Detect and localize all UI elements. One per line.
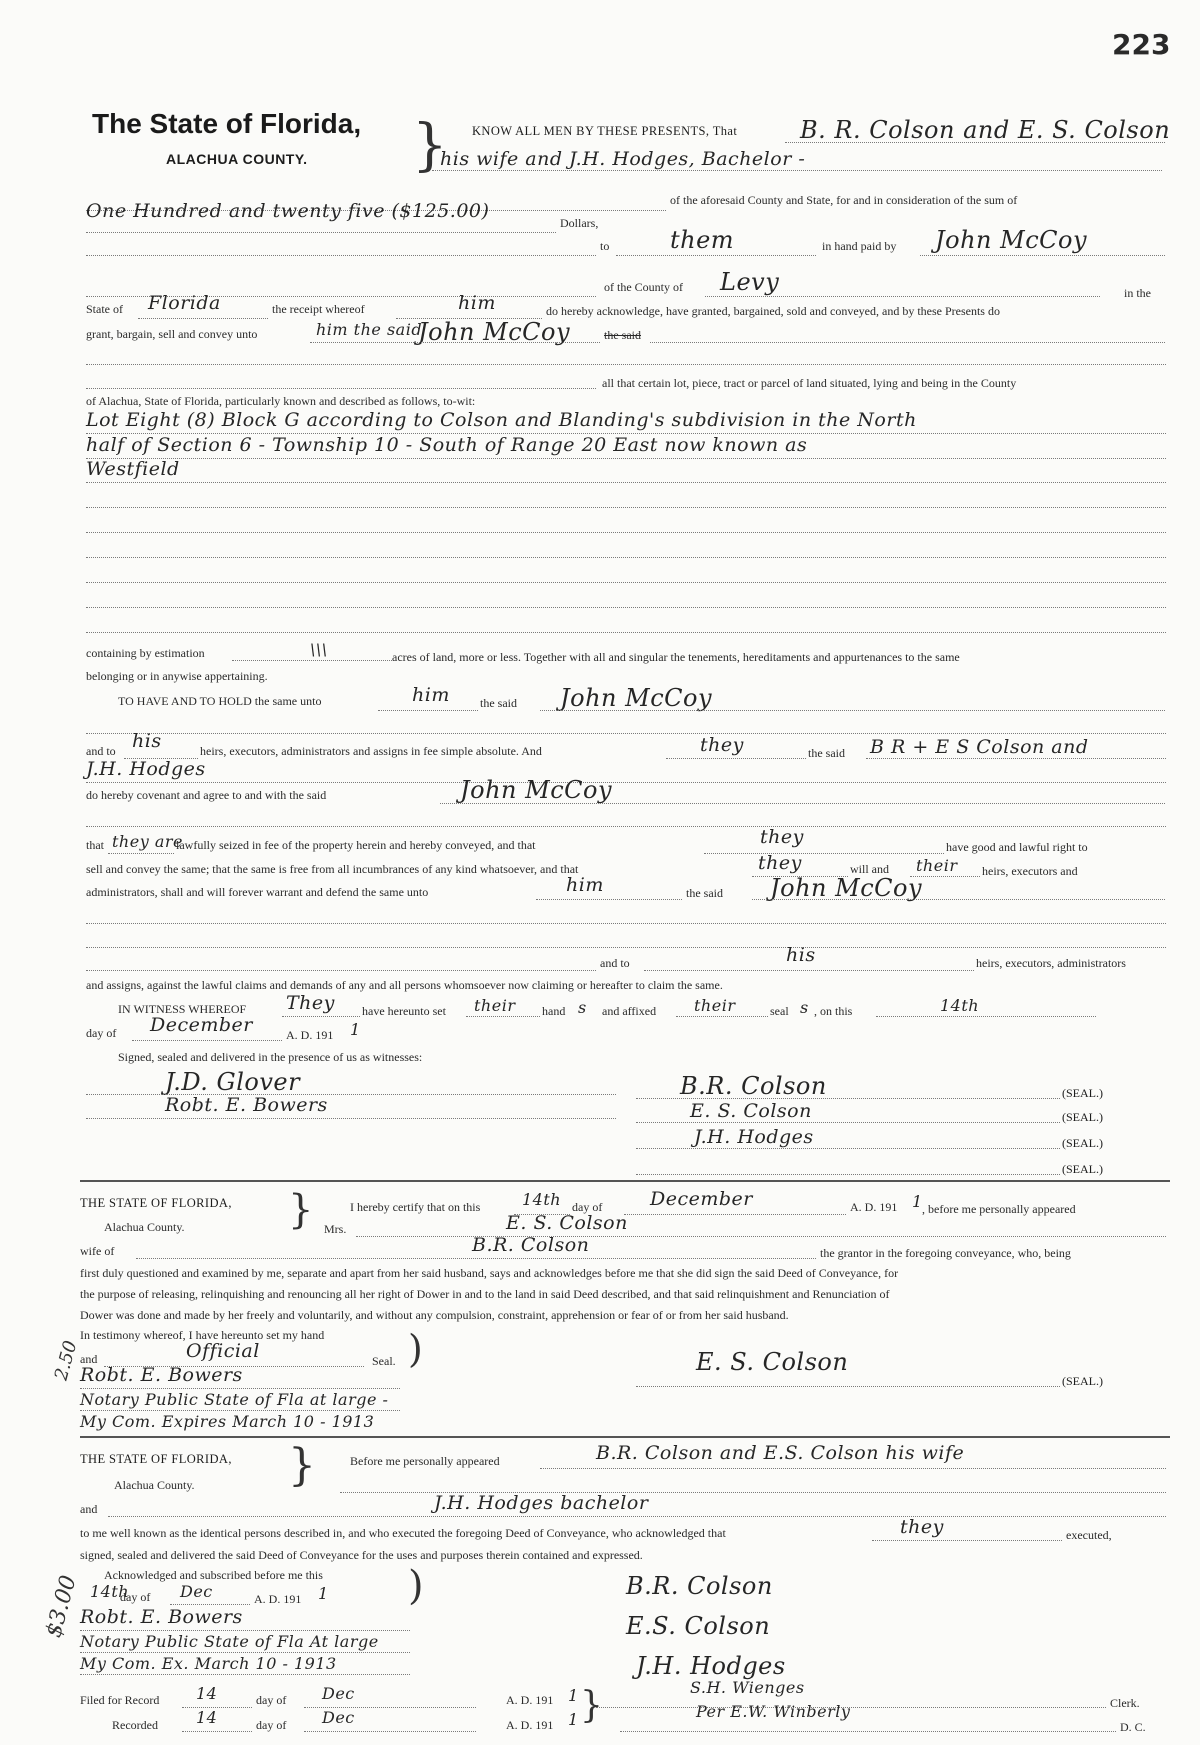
dower-paragraph-3: Dower was done and made by her freely and voluntarily, and without any compulsion, constraint, apprehension or fear of or from her said husband. bbox=[80, 1308, 789, 1322]
ack-year-handwriting: 1 bbox=[318, 1584, 329, 1603]
acres-handwriting: \\\ bbox=[310, 640, 328, 659]
grantors-handwriting: B. R. Colson and E. S. Colson bbox=[800, 116, 1171, 144]
seal-3: (SEAL.) bbox=[1062, 1136, 1103, 1150]
form-title: The State of Florida, bbox=[92, 108, 362, 139]
grantee-handwriting-4: John McCoy bbox=[460, 776, 612, 804]
that-label: that bbox=[86, 838, 104, 852]
ack-they-handwriting: they bbox=[900, 1516, 944, 1538]
ack-day-handwriting: 14th bbox=[90, 1582, 130, 1601]
filed-month-handwriting: Dec bbox=[322, 1684, 355, 1703]
s-handwriting: s bbox=[578, 998, 587, 1017]
ack-ad-label: A. D. 191 bbox=[254, 1592, 302, 1606]
recorded-ad-label: A. D. 191 bbox=[506, 1718, 554, 1732]
state-of-label: State of bbox=[86, 302, 123, 316]
to-have-handwriting: him bbox=[412, 684, 450, 706]
ack-county: Alachua County. bbox=[114, 1478, 195, 1492]
dower-year-handwriting: 1 bbox=[912, 1192, 923, 1211]
grantee-handwriting-5: John McCoy bbox=[770, 874, 922, 902]
dower-signature: E. S. Colson bbox=[696, 1348, 849, 1376]
ack-executed-label: executed, bbox=[1066, 1528, 1112, 1542]
amount-handwriting: One Hundred and twenty five ($125.00) bbox=[86, 200, 490, 222]
recorded-month-handwriting: Dec bbox=[322, 1708, 355, 1727]
seal-2: (SEAL.) bbox=[1062, 1110, 1103, 1124]
description-handwriting-2: half of Section 6 - Township 10 - South of Range 20 East now known as bbox=[86, 434, 808, 456]
recorded-label: Recorded bbox=[112, 1718, 158, 1732]
on-this-label: , on this bbox=[814, 1004, 853, 1018]
acknowledge-text: do hereby acknowledge, have granted, bargained, sold and conveyed, and by these Presents do bbox=[546, 304, 1000, 318]
ack-day-of-label: day of bbox=[120, 1590, 151, 1604]
and-affixed-label: and affixed bbox=[602, 1004, 657, 1018]
ack-appeared-handwriting: B.R. Colson and E.S. Colson his wife bbox=[596, 1442, 965, 1464]
the-said-label-2: the said bbox=[808, 746, 845, 760]
dower-month-handwriting: December bbox=[650, 1188, 753, 1210]
struck-the-said: the said bbox=[604, 328, 641, 342]
heirs-exec-text-2: heirs, executors, administrators bbox=[976, 956, 1126, 970]
dower-brace: } bbox=[288, 1187, 314, 1233]
ack-and-handwriting: J.H. Hodges bachelor bbox=[434, 1492, 649, 1514]
grantors-handwriting-2: his wife and J.H. Hodges, Bachelor - bbox=[440, 148, 806, 170]
heirs-exec-text: heirs, executors and bbox=[982, 864, 1078, 878]
dower-paragraph-1: first duly questioned and examined by me, separate and apart from her said husband, says and acknowledges before me that she did sign the said Deed of Conveyance, for bbox=[80, 1266, 899, 1280]
filing-brace: } bbox=[580, 1685, 603, 1726]
recorded-day-of-label: day of bbox=[256, 1718, 287, 1732]
grantor-2-signature: E. S. Colson bbox=[690, 1100, 812, 1122]
ack-before-me-text: Before me personally appeared bbox=[350, 1454, 500, 1468]
covenant-text: do hereby covenant and agree to and with the said bbox=[86, 788, 327, 802]
state-handwriting: Florida bbox=[148, 292, 221, 314]
page-number: 223 bbox=[1112, 28, 1171, 61]
signed-sealed-text: Signed, sealed and delivered in the presence of us as witnesses: bbox=[118, 1050, 423, 1064]
grantee-handwriting-3: John McCoy bbox=[560, 684, 712, 712]
ack-signature-2: E.S. Colson bbox=[626, 1612, 771, 1640]
dollars-label: Dollars, bbox=[560, 216, 599, 230]
ack-subscribed-text: Acknowledged and subscribed before me this bbox=[104, 1568, 323, 1582]
ack-paragraph-1: to me well known as the identical persons described in, and who executed the foregoing Deed of Conveyance, who acknowledged that bbox=[80, 1526, 726, 1540]
ack-signature-1: B.R. Colson bbox=[626, 1572, 773, 1600]
ack-notary-title: Notary Public State of Fla At large bbox=[80, 1632, 379, 1651]
their-handwriting: their bbox=[916, 856, 958, 875]
grantors-handwriting-3: B R + E S Colson and bbox=[870, 736, 1089, 758]
ack-notary-commission: My Com. Ex. March 10 - 1913 bbox=[80, 1654, 337, 1673]
dower-seal: (SEAL.) bbox=[1062, 1374, 1103, 1388]
year-handwriting: 1 bbox=[350, 1020, 361, 1039]
dower-paragraph-2: the purpose of releasing, relinquishing and renouncing all her right of Dower in and to the land in said Deed described, and that said relinquishment and Renunciation of bbox=[80, 1287, 890, 1301]
receipt-label: the receipt whereof bbox=[272, 302, 365, 316]
recorded-year-handwriting: 1 bbox=[568, 1710, 579, 1729]
dower-husband-handwriting: B.R. Colson bbox=[472, 1234, 590, 1256]
clerk-label: Clerk. bbox=[1110, 1696, 1140, 1710]
ack-state-heading: THE STATE OF FLORIDA, bbox=[80, 1452, 232, 1466]
dower-seal-label: Seal. bbox=[372, 1354, 396, 1368]
section-divider-1 bbox=[80, 1180, 1170, 1182]
to-whom-handwriting: them bbox=[670, 226, 735, 254]
acres-text: acres of land, more or less. Together with all and singular the tenements, hereditaments and appurtenances to the same bbox=[392, 650, 960, 664]
clerk-handwriting: S.H. Wienges bbox=[690, 1678, 805, 1697]
the-said-label: the said bbox=[480, 696, 517, 710]
section-divider-2 bbox=[80, 1436, 1170, 1438]
filed-label: Filed for Record bbox=[80, 1693, 160, 1707]
dower-state-heading: THE STATE OF FLORIDA, bbox=[80, 1196, 232, 1210]
in-hand-paid-label: in hand paid by bbox=[822, 239, 897, 253]
will-and-label: will and bbox=[850, 862, 889, 876]
seal-4: (SEAL.) bbox=[1062, 1162, 1103, 1176]
they-handwriting: they bbox=[700, 734, 744, 756]
dower-certify-text: I hereby certify that on this bbox=[350, 1200, 481, 1214]
ad-label: A. D. 191 bbox=[286, 1028, 334, 1042]
filed-day-handwriting: 14 bbox=[196, 1684, 218, 1703]
dower-mrs-handwriting: E. S. Colson bbox=[506, 1212, 628, 1234]
ack-brace: } bbox=[288, 1440, 316, 1491]
filed-year-handwriting: 1 bbox=[568, 1686, 579, 1705]
grantor-3-signature: J.H. Hodges bbox=[694, 1126, 814, 1148]
description-handwriting-3: Westfield bbox=[86, 458, 180, 480]
witness-2-signature: Robt. E. Bowers bbox=[165, 1094, 328, 1116]
filed-day-of-label: day of bbox=[256, 1693, 287, 1707]
his-handwriting: his bbox=[132, 730, 162, 752]
recorded-day-handwriting: 14 bbox=[196, 1708, 218, 1727]
grantee-handwriting: John McCoy bbox=[935, 226, 1087, 254]
his-handwriting-2: his bbox=[786, 944, 816, 966]
dower-notary-title: Notary Public State of Fla at large - bbox=[80, 1390, 389, 1409]
county-heading: ALACHUA COUNTY. bbox=[166, 151, 308, 167]
dower-ad-label: A. D. 191 bbox=[850, 1200, 898, 1214]
their-handwriting-2: their bbox=[474, 996, 516, 1015]
dower-testimony-text: In testimony whereof, I have hereunto set my hand bbox=[80, 1328, 325, 1342]
dower-day-of-label: day of bbox=[572, 1200, 603, 1214]
ack-signature-3: J.H. Hodges bbox=[636, 1652, 786, 1680]
seal-label: seal bbox=[770, 1004, 789, 1018]
they-handwriting-2: they bbox=[760, 826, 804, 848]
belonging-text: belonging or in anywise appertaining. bbox=[86, 669, 268, 683]
dower-seal-brace: ) bbox=[408, 1327, 423, 1371]
grantor-1-signature: B.R. Colson bbox=[680, 1072, 827, 1100]
dower-grantor-text: the grantor in the foregoing conveyance, who, being bbox=[820, 1246, 1071, 1260]
dower-before-me-text: , before me personally appeared bbox=[922, 1202, 1076, 1216]
day-of-label: day of bbox=[86, 1026, 117, 1040]
to-label: to bbox=[600, 239, 610, 253]
they-handwriting-3: they bbox=[758, 852, 802, 874]
have-hereunto-label: have hereunto set bbox=[362, 1004, 446, 1018]
witness-1-signature: J.D. Glover bbox=[165, 1068, 301, 1096]
dower-notary-name: Robt. E. Bowers bbox=[80, 1364, 243, 1386]
grant-bargain-text: grant, bargain, sell and convey unto bbox=[86, 327, 258, 341]
and-assigns-text: and assigns, against the lawful claims and demands of any and all persons whomsoever now claiming or hereafter to claim the same. bbox=[86, 978, 723, 992]
dower-notary-commission: My Com. Expires March 10 - 1913 bbox=[80, 1412, 375, 1431]
they-handwriting-4: They bbox=[286, 992, 335, 1014]
dower-and-label: and bbox=[80, 1352, 98, 1366]
lawfully-text: lawfully seized in fee of the property herein and hereby conveyed, and that bbox=[176, 838, 536, 852]
know-all-text: KNOW ALL MEN BY THESE PRESENTS, That bbox=[472, 124, 738, 138]
day-handwriting: 14th bbox=[940, 996, 980, 1015]
sell-convey-text: sell and convey the same; that the same is free from all incumbrances of any kind whatsoever, and that bbox=[86, 862, 579, 876]
in-the-label: in the bbox=[1124, 286, 1151, 300]
dower-wife-of-label: wife of bbox=[80, 1244, 115, 1258]
ack-notary-name: Robt. E. Bowers bbox=[80, 1606, 243, 1628]
administrators-text: administrators, shall and will forever warrant and defend the same unto bbox=[86, 885, 429, 899]
hand-label: hand bbox=[542, 1004, 566, 1018]
filed-ad-label: A. D. 191 bbox=[506, 1693, 554, 1707]
brace: } bbox=[412, 113, 448, 178]
ack-and-label: and bbox=[80, 1502, 98, 1516]
ack-paragraph-2: signed, sealed and delivered the said Deed of Conveyance for the uses and purposes therein contained and expressed. bbox=[80, 1548, 643, 1562]
s-handwriting-2: s bbox=[800, 998, 809, 1017]
have-good-text: have good and lawful right to bbox=[946, 840, 1088, 854]
of-alachua-text: of Alachua, State of Florida, particularly known and described as follows, to-wit: bbox=[86, 394, 476, 408]
deed-line-1: of the aforesaid County and State, for and in consideration of the sum of bbox=[670, 193, 1018, 207]
county-handwriting: Levy bbox=[720, 268, 780, 296]
containing-label: containing by estimation bbox=[86, 646, 205, 660]
dower-day-handwriting: 14th bbox=[522, 1190, 562, 1209]
dower-mrs-label: Mrs. bbox=[324, 1222, 347, 1236]
him-the-said-handwriting: him the said bbox=[316, 320, 423, 339]
dower-margin-note: 2.50 bbox=[50, 1338, 82, 1383]
grantee-handwriting-2: John McCoy bbox=[418, 318, 570, 346]
to-have-text: TO HAVE AND TO HOLD the same unto bbox=[118, 694, 322, 708]
their-handwriting-3: their bbox=[694, 996, 736, 1015]
county-of-label: of the County of bbox=[604, 280, 683, 294]
him-handwriting: him bbox=[566, 874, 604, 896]
receipt-handwriting: him bbox=[458, 292, 496, 314]
all-that-text: all that certain lot, piece, tract or parcel of land situated, lying and being in the County bbox=[602, 376, 1017, 390]
the-said-label-3: the said bbox=[686, 886, 723, 900]
grantors-handwriting-4: J.H. Hodges bbox=[86, 758, 206, 780]
ack-month-handwriting: Dec bbox=[180, 1582, 213, 1601]
and-to-label-2: and to bbox=[600, 956, 630, 970]
and-to-label: and to bbox=[86, 744, 116, 758]
in-witness-label: IN WITNESS WHEREOF bbox=[118, 1002, 247, 1016]
seal-1: (SEAL.) bbox=[1062, 1086, 1103, 1100]
month-handwriting: December bbox=[150, 1014, 253, 1036]
dower-official-handwriting: Official bbox=[186, 1340, 260, 1362]
description-handwriting-1: Lot Eight (8) Block G according to Colson and Blanding's subdivision in the North bbox=[86, 409, 917, 431]
ack-seal-brace: ) bbox=[408, 1563, 424, 1609]
deputy-clerk-label: D. C. bbox=[1120, 1720, 1146, 1734]
ack-margin-note: $3.00 bbox=[41, 1572, 82, 1641]
heirs-text: heirs, executors, administrators and assigns in fee simple absolute. And bbox=[200, 744, 542, 758]
deputy-clerk-handwriting: Per E.W. Winberly bbox=[696, 1702, 851, 1721]
they-are-handwriting: they are bbox=[112, 832, 183, 851]
dower-county: Alachua County. bbox=[104, 1220, 185, 1234]
